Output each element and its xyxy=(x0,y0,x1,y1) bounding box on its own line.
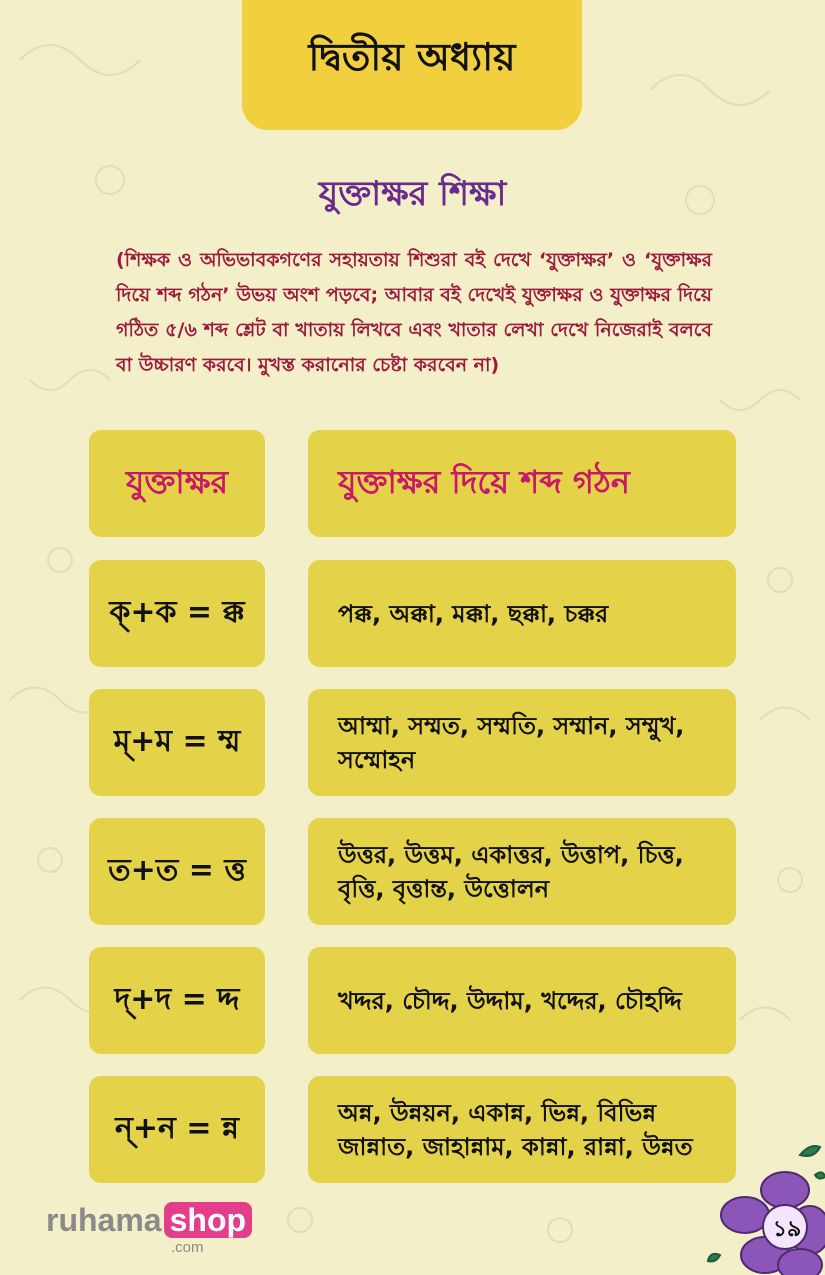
example-words: উত্তর, উত্তম, একাত্তর, উত্তাপ, চিত্ত, বৃত্তি, বৃত্তান্ত, উত্তোলন xyxy=(338,840,684,903)
words-box xyxy=(308,560,736,667)
example-words: আম্মা, সম্মত, সম্মতি, সম্মান, সম্মুখ, সম্মোহন xyxy=(338,711,685,774)
example-words: অন্ন, উন্নয়ন, একান্ন, ভিন্ন, বিভিন্ন জান্নাত, জাহান্নাম, কান্না, রান্না, উন্নত xyxy=(338,1098,693,1161)
conjunct-formula: ন্+ন = ন্ন xyxy=(114,1111,240,1146)
conjunct-box xyxy=(89,1076,265,1183)
brand-name-part2: shop xyxy=(164,1202,252,1238)
conjunct-box xyxy=(89,818,265,925)
header-conjunct-label: যুক্তাক্ষর xyxy=(125,462,229,501)
conjunct-box xyxy=(89,689,265,796)
chapter-title: দ্বিতীয় অধ্যায় xyxy=(308,35,516,79)
conjunct-box xyxy=(89,560,265,667)
chapter-tab xyxy=(242,0,582,130)
brand-name-part1: ruhama xyxy=(46,1202,162,1238)
words-box xyxy=(308,1076,736,1183)
words-box xyxy=(308,689,736,796)
words-box xyxy=(308,947,736,1054)
header-conjunct xyxy=(89,430,265,537)
header-word-formation-label: যুক্তাক্ষর দিয়ে শব্দ গঠন xyxy=(338,462,631,501)
example-words: পক্ক, অক্কা, মক্কা, ছক্কা, চক্কর xyxy=(338,599,609,628)
flower-icon xyxy=(705,1135,825,1275)
brand-logo xyxy=(46,1202,252,1239)
conjunct-formula: ত+ত = ত্ত xyxy=(108,853,246,888)
conjunct-formula: ম্+ম = ম্ম xyxy=(113,724,241,759)
conjunct-formula: ক্+ক = ক্ক xyxy=(109,595,245,630)
header-word-formation xyxy=(308,430,736,537)
conjunct-formula: দ্+দ = দ্দ xyxy=(114,982,240,1017)
page-number: ১৯ xyxy=(772,1217,802,1242)
conjunct-box xyxy=(89,947,265,1054)
instruction-text: (শিক্ষক ও অভিভাবকগণের সহায়তায় শিশুরা বই দেখে ‘যুক্তাক্ষর’ ও ‘যুক্তাক্ষর দিয়ে শব্দ গঠন’ উভয় অংশ পড়বে; আবার বই দেখেই যুক্তাক্ষর ও যুক্তাক্ষর দিয়ে গঠিত ৫/৬ শব্দ শ্লেট বা খাতায় লিখবে এবং খাতার লেখা দেখে নিজেরাই বলবে বা উচ্চারণ করবে। মুখস্ত করানোর চেষ্টা করবেন না) xyxy=(116,249,712,376)
words-box xyxy=(308,818,736,925)
brand-domain: .com xyxy=(171,1239,204,1256)
example-words: খদ্দর, চৌদ্দ, উদ্দাম, খদ্দের, চৌহদ্দি xyxy=(338,986,682,1015)
page-title: যুক্তাক্ষর শিক্ষা xyxy=(318,174,507,214)
